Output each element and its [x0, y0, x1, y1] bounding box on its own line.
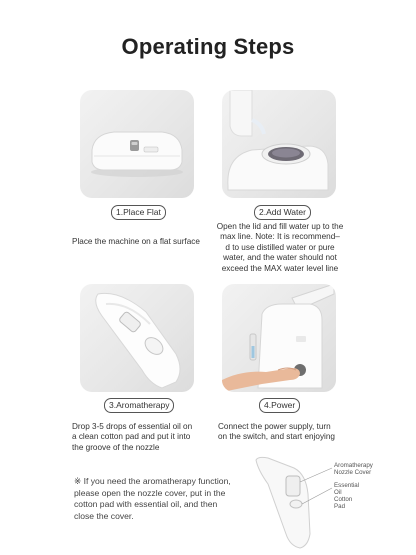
aromatherapy-nozzle-image	[80, 284, 194, 392]
step-1-line: Place the machine on a flat surface	[72, 237, 200, 246]
step-3-line: the groove of the nozzle	[72, 442, 160, 452]
step-2-line: max line. Note: It is recommend–	[220, 232, 340, 242]
instruction-page	[52, 8, 373, 553]
step-3-photo	[80, 284, 194, 392]
cotton-pad-callout	[334, 482, 364, 510]
note-line: close the cover.	[74, 510, 134, 521]
callout-line: Cotton Pad	[334, 496, 353, 510]
step-4-photo	[222, 284, 336, 392]
step-4-line: on the switch, and start enjoying	[218, 432, 335, 442]
step-3-line: a clean cotton pad and put it into	[72, 432, 191, 442]
note-line: If you need the aromatherapy function,	[83, 476, 231, 486]
note-line: cotton pad with essential oil, and then	[74, 499, 218, 510]
aromatherapy-note	[74, 476, 262, 522]
callout-line: Essential Oil	[334, 482, 360, 496]
add-water-image	[222, 90, 336, 198]
note-line: please open the nozzle cover, put in the	[74, 487, 226, 498]
step-2-line: Open the lid and fill water up to the	[216, 222, 344, 231]
page-title: Operating Steps	[121, 34, 295, 59]
step-2-line: d to use distilled water or pure	[225, 242, 335, 252]
step-4-description	[218, 422, 354, 443]
step-2-description	[214, 222, 346, 274]
step-2-line: exceed the MAX water level line	[221, 263, 339, 273]
step-3-line: Drop 3-5 drops of essential oil on	[72, 422, 193, 431]
step-4-label: 4.Power	[259, 398, 300, 413]
callout-line: Aromatherapy	[334, 462, 373, 469]
power-switch-image	[222, 284, 336, 392]
step-2-photo	[222, 90, 336, 198]
step-1-photo	[80, 90, 194, 198]
step-3-label: 3.Aromatherapy	[104, 398, 174, 413]
step-3-description	[72, 422, 214, 453]
note-symbol: ※	[74, 476, 82, 486]
step-2-label: 2.Add Water	[254, 205, 311, 220]
callout-line: Nozzle Cover	[334, 469, 372, 476]
step-1-description	[72, 237, 212, 247]
step-2-line: water, and the water should not	[223, 253, 337, 263]
step-1-label: 1.Place Flat	[111, 205, 166, 220]
nozzle-cover-callout	[334, 462, 373, 476]
step-4-line: Connect the power supply, turn	[218, 422, 331, 431]
steamer-flat-image	[80, 90, 194, 198]
